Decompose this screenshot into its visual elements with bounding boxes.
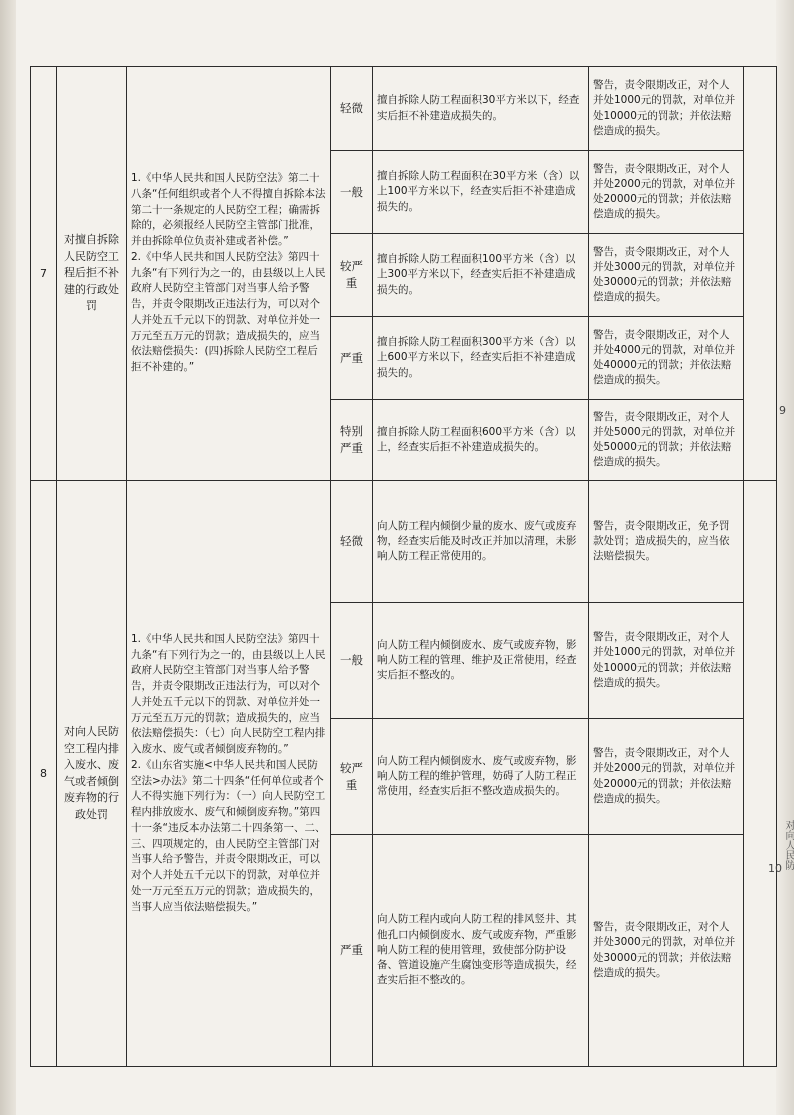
violation-facts: 擅自拆除人防工程面积在30平方米（含）以上100平方米以下，经查实后拒不补建造成损失的。 (373, 151, 589, 234)
violation-facts: 向人防工程内倾倒废水、废气或废弃物，影响人防工程的维护管理，妨碍了人防工程正常使用，经查实后拒不整改造成损失的。 (373, 719, 589, 835)
blank-column (744, 481, 777, 1067)
penalty-standard: 警告，责令限期改正，对个人并处1000元的罚款，对单位并处10000元的罚款；并依法赔偿造成的损失。 (589, 603, 744, 719)
severity-level: 一般 (331, 151, 373, 234)
page-number: 9 (779, 404, 786, 417)
penalty-standard: 警告，责令限期改正，免予罚款处罚；造成损失的，应当依法赔偿损失。 (589, 481, 744, 603)
violation-facts: 向人防工程内倾倒废水、废气或废弃物，影响人防工程的管理、维护及正常使用，经查实后拒不整改的。 (373, 603, 589, 719)
margin-text: 对向人民防 (783, 820, 794, 870)
penalty-standard: 警告，责令限期改正，对个人并处1000元的罚款，对单位并处10000元的罚款；并依法赔偿造成的损失。 (589, 67, 744, 151)
violation-facts: 擅自拆除人防工程面积300平方米（含）以上600平方米以下，经查实后拒不补建造成损失的。 (373, 317, 589, 400)
severity-level: 轻微 (331, 67, 373, 151)
violation-facts: 擅自拆除人防工程面积600平方米（含）以上，经查实后拒不补建造成损失的。 (373, 400, 589, 481)
penalty-standard: 警告，责令限期改正，对个人并处4000元的罚款，对单位并处40000元的罚款；并依法赔偿造成的损失。 (589, 317, 744, 400)
table-row (31, 481, 777, 603)
severity-level: 严重 (331, 835, 373, 1067)
severity-level: 轻微 (331, 481, 373, 603)
legal-basis-text: 1.《中华人民共和国人民防空法》第二十八条“任何组织或者个人不得擅自拆除本法第二十一条规定的人民防空工程；确需拆除的，必须报经人民防空主管部门批准，并由拆除单位负责补建或者补偿。” 2.《中华人民共和国人民防空法》第四十九条“有下列行为之一的，由县级以上人民政府人民防空主管部门对当事人给予警告，并责令限期改正违法行为，可以对个人并处五千元以下的罚款、对单位并处一万元至五万元的罚款；造成损失的，应当依法赔偿损失：(四)拆除人民防空工程后拒不补建的。” (131, 172, 326, 374)
penalty-table (30, 66, 777, 1067)
table-row (31, 67, 777, 151)
item-title: 对擅自拆除人民防空工程后拒不补建的行政处罚 (57, 67, 127, 481)
penalty-standard: 警告，责令限期改正，对个人并处3000元的罚款，对单位并处30000元的罚款；并依法赔偿造成的损失。 (589, 835, 744, 1067)
severity-level: 特别严重 (331, 400, 373, 481)
severity-level: 严重 (331, 317, 373, 400)
legal-basis (127, 67, 331, 481)
scan-left-edge (0, 0, 16, 1115)
item-number: 7 (31, 67, 57, 481)
penalty-standard: 警告，责令限期改正，对个人并处2000元的罚款，对单位并处20000元的罚款；并依法赔偿造成的损失。 (589, 719, 744, 835)
severity-level: 较严重 (331, 234, 373, 317)
page-number: 10 (768, 862, 782, 875)
severity-level: 一般 (331, 603, 373, 719)
legal-basis-text: 1.《中华人民共和国人民防空法》第四十九条“有下列行为之一的，由县级以上人民政府人民防空主管部门对当事人给予警告，并责令限期改正违法行为，可以对个人并处五千元以下的罚款、对单位并处一万元至五万元的罚款；造成损失的，应当依法赔偿损失：（七）向人民防空工程内排入废水、废气或者倾倒废弃物的。” 2.《山东省实施<中华人民共和国人民防空法>办法》第二十四条“任何单位或者个人不得实施下列行为：（一）向人民防空工程内排放废水、废气和倾倒废弃物。”第四十一条“违反本办法第二十四条第一、二、三、四项规定的，由人民防空主管部门对当事人给予警告，并责令限期改正，可以对个人并处五千元以下的罚款，对单位并处一万元至五万元的罚款；造成损失的，当事人应当依法赔偿损失。” (131, 632, 326, 913)
penalty-standard: 警告，责令限期改正，对个人并处2000元的罚款，对单位并处20000元的罚款；并依法赔偿造成的损失。 (589, 151, 744, 234)
penalty-standard: 警告，责令限期改正，对个人并处3000元的罚款，对单位并处30000元的罚款；并依法赔偿造成的损失。 (589, 234, 744, 317)
legal-basis (127, 481, 331, 1067)
item-number: 8 (31, 481, 57, 1067)
item-title: 对向人民防空工程内排入废水、废气或者倾倒废弃物的行政处罚 (57, 481, 127, 1067)
penalty-standard: 警告，责令限期改正，对个人并处5000元的罚款，对单位并处50000元的罚款；并依法赔偿造成的损失。 (589, 400, 744, 481)
blank-column (744, 67, 777, 481)
violation-facts: 擅自拆除人防工程面积30平方米以下，经查实后拒不补建造成损失的。 (373, 67, 589, 151)
violation-facts: 向人防工程内或向人防工程的排风竖井、其他孔口内倾倒废水、废气或废弃物，严重影响人防工程的使用管理，致使部分防护设备、管道设施产生腐蚀变形等造成损失，经查实后拒不整改的。 (373, 835, 589, 1067)
violation-facts: 向人防工程内倾倒少量的废水、废气或废弃物，经查实后能及时改正并加以清理，未影响人防工程正常使用的。 (373, 481, 589, 603)
violation-facts: 擅自拆除人防工程面积100平方米（含）以上300平方米以下，经查实后拒不补建造成损失的。 (373, 234, 589, 317)
severity-level: 较严重 (331, 719, 373, 835)
scan-right-edge (776, 0, 794, 1115)
